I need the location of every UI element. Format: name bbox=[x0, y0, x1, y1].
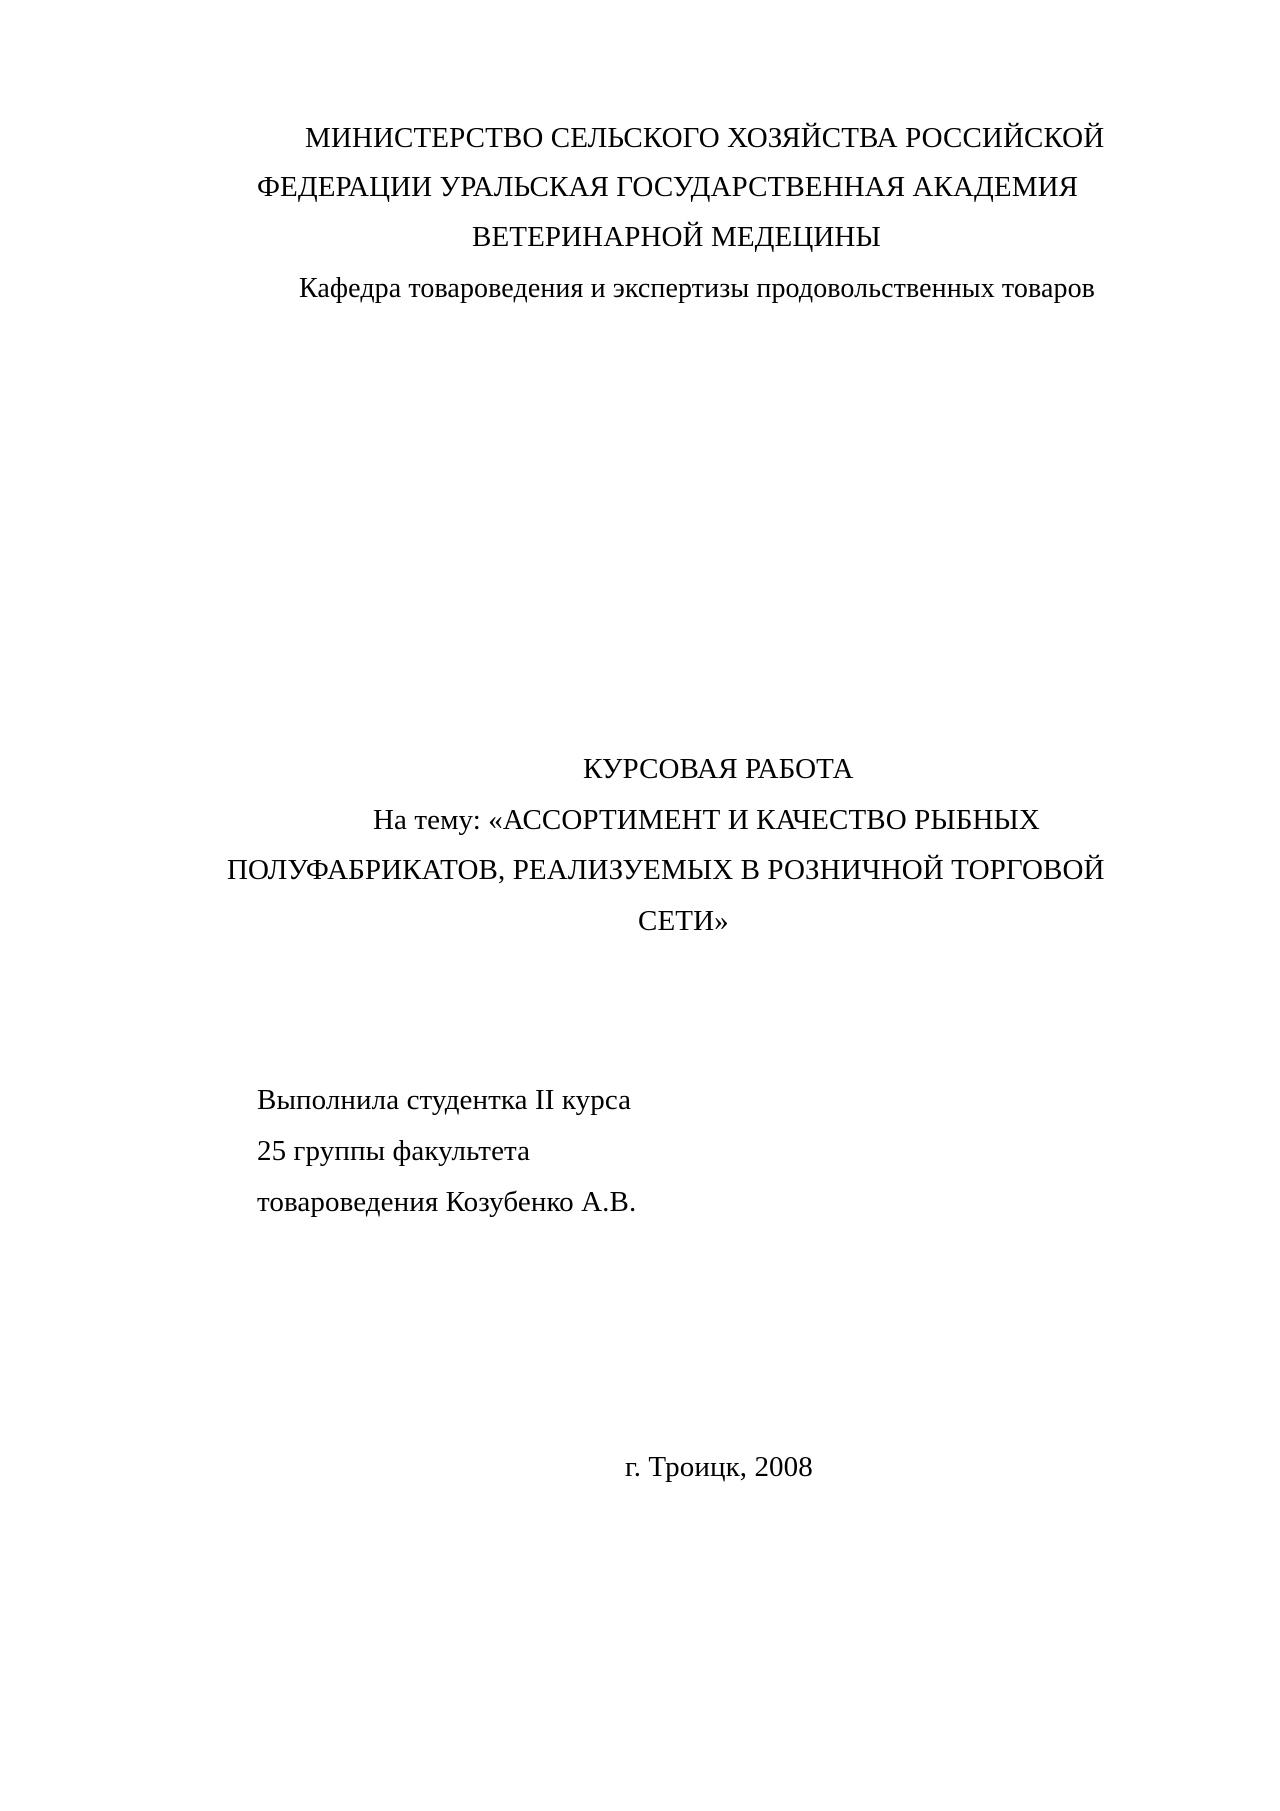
topic-line-2: ПОЛУФАБРИКАТОВ, РЕАЛИЗУЕМЫХ В РОЗНИЧНОЙ ТОРГОВОЙ bbox=[227, 854, 1105, 886]
city-year: г. Троицк, 2008 bbox=[625, 1451, 813, 1483]
work-type-heading: КУРСОВАЯ РАБОТА bbox=[583, 753, 854, 785]
ministry-line-3: ВЕТЕРИНАРНОЙ МЕДЕЦИНЫ bbox=[472, 221, 881, 253]
topic-line-3: СЕТИ» bbox=[638, 905, 729, 937]
author-line-2: 25 группы факультета bbox=[257, 1135, 531, 1167]
ministry-line-2: ФЕДЕРАЦИИ УРАЛЬСКАЯ ГОСУДАРСТВЕННАЯ АКАДЕМИЯ bbox=[257, 171, 1079, 203]
ministry-line-1: МИНИСТЕРСТВО СЕЛЬСКОГО ХОЗЯЙСТВА РОССИЙСКОЙ bbox=[305, 122, 1105, 154]
author-line-3: товароведения Козубенко А.В. bbox=[257, 1186, 637, 1218]
author-line-1: Выполнила студентка II курса bbox=[257, 1084, 632, 1116]
topic-line-1: На тему: «АССОРТИМЕНТ И КАЧЕСТВО РЫБНЫХ bbox=[373, 804, 1040, 836]
department-line: Кафедра товароведения и экспертизы продовольственных товаров bbox=[299, 273, 1095, 304]
